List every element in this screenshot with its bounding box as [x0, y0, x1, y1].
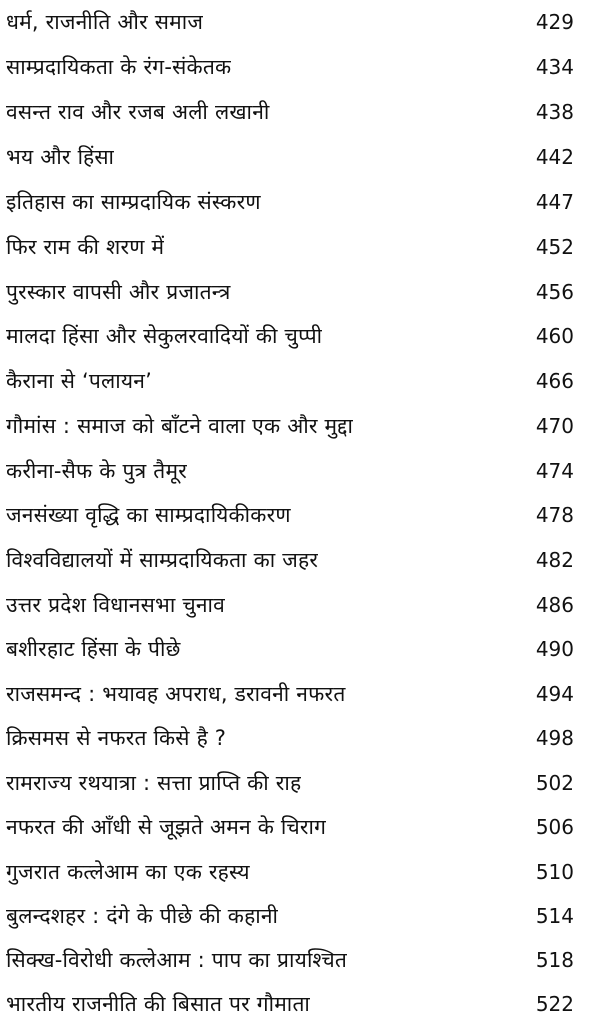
- toc-entry-title: क्रिसमस से नफरत किसे है ?: [6, 726, 227, 750]
- toc-entry-page: 490: [535, 637, 574, 661]
- toc-entry-page: 438: [535, 100, 574, 124]
- toc-entry-title: बशीरहाट हिंसा के पीछे: [6, 637, 181, 661]
- toc-entry-title: गौमांस : समाज को बाँटने वाला एक और मुद्दा: [6, 414, 354, 438]
- toc-entry[interactable]: [6, 453, 574, 489]
- toc-entry-page: 478: [535, 503, 574, 527]
- toc-entry[interactable]: [6, 408, 574, 444]
- toc-entry-page: 452: [535, 235, 574, 259]
- toc-entry-title: राजसमन्द : भयावह अपराध, डरावनी नफरत: [6, 682, 346, 706]
- toc-entry-page: 466: [535, 369, 574, 393]
- toc-entry[interactable]: [6, 184, 574, 220]
- toc-entry-page: 502: [535, 771, 574, 795]
- toc-entry[interactable]: [6, 497, 574, 533]
- toc-entry[interactable]: [6, 809, 574, 845]
- toc-entry-page: 447: [535, 190, 574, 214]
- toc-entry-page: 486: [535, 593, 574, 617]
- toc-entry-title: भारतीय राजनीति की बिसात पर गौमाता: [6, 992, 311, 1016]
- toc-entry[interactable]: [6, 274, 574, 310]
- toc-entry-page: 514: [535, 904, 574, 928]
- toc-entry[interactable]: [6, 631, 574, 667]
- toc-entry-title: जनसंख्या वृद्धि का साम्प्रदायिकीकरण: [6, 503, 291, 527]
- toc-entry[interactable]: [6, 363, 574, 399]
- toc-entry[interactable]: [6, 229, 574, 265]
- toc-entry-title: पुरस्कार वापसी और प्रजातन्त्र: [6, 280, 231, 304]
- toc-entry-title: साम्प्रदायिकता के रंग-संकेतक: [6, 55, 232, 79]
- toc-entry-title: फिर राम की शरण में: [6, 235, 165, 259]
- toc-entry-title: मालदा हिंसा और सेकुलरवादियों की चुप्पी: [6, 324, 323, 348]
- toc-entry-title: वसन्त राव और रजब अली लखानी: [6, 100, 270, 124]
- toc-entry-page: 506: [535, 815, 574, 839]
- toc-entry-page: 460: [535, 324, 574, 348]
- toc-entry-title: उत्तर प्रदेश विधानसभा चुनाव: [6, 593, 226, 617]
- toc-entry-page: 456: [535, 280, 574, 304]
- toc-entry-title: बुलन्दशहर : दंगे के पीछे की कहानी: [6, 904, 279, 928]
- toc-entry-page: 494: [535, 682, 574, 706]
- toc-entry[interactable]: [6, 94, 574, 130]
- toc-entry-title: करीना-सैफ के पुत्र तैमूर: [6, 459, 188, 483]
- toc-entry-page: 442: [535, 145, 574, 169]
- toc-entry-page: 474: [535, 459, 574, 483]
- toc-entry-page: 518: [535, 948, 574, 972]
- toc-entry-title: नफरत की आँधी से जूझते अमन के चिराग: [6, 815, 327, 839]
- toc-entry-page: 429: [535, 10, 574, 34]
- toc-entry[interactable]: [6, 765, 574, 801]
- toc-entry[interactable]: [6, 542, 574, 578]
- toc-entry-title: कैराना से ‘पलायन’: [6, 369, 152, 393]
- toc-entry-title: धर्म, राजनीति और समाज: [6, 10, 204, 34]
- toc-entry-title: गुजरात कत्लेआम का एक रहस्य: [6, 860, 250, 884]
- toc-entry[interactable]: [6, 676, 574, 712]
- toc-entry[interactable]: [6, 720, 574, 756]
- toc-entry-title: विश्वविद्यालयों में साम्प्रदायिकता का जहर: [6, 548, 319, 572]
- toc-entry-page: 434: [535, 55, 574, 79]
- toc-entry[interactable]: [6, 986, 574, 1022]
- toc-entry[interactable]: [6, 139, 574, 175]
- toc-entry-page: 510: [535, 860, 574, 884]
- toc-entry-title: इतिहास का साम्प्रदायिक संस्करण: [6, 190, 261, 214]
- toc-entry-page: 522: [535, 992, 574, 1016]
- toc-entry[interactable]: [6, 587, 574, 623]
- toc-entry[interactable]: [6, 4, 574, 40]
- toc-entry-title: रामराज्य रथयात्रा : सत्ता प्राप्ति की राह: [6, 771, 302, 795]
- toc-entry[interactable]: [6, 318, 574, 354]
- toc-entry-title: सिक्ख-विरोधी कत्लेआम : पाप का प्रायश्चित: [6, 948, 348, 972]
- toc-entry[interactable]: [6, 49, 574, 85]
- toc-entry-page: 470: [535, 414, 574, 438]
- toc-entry[interactable]: [6, 898, 574, 934]
- toc-entry-title: भय और हिंसा: [6, 145, 115, 169]
- toc-entry[interactable]: [6, 942, 574, 978]
- toc-entry-page: 482: [535, 548, 574, 572]
- toc-entry[interactable]: [6, 854, 574, 890]
- toc-entry-page: 498: [535, 726, 574, 750]
